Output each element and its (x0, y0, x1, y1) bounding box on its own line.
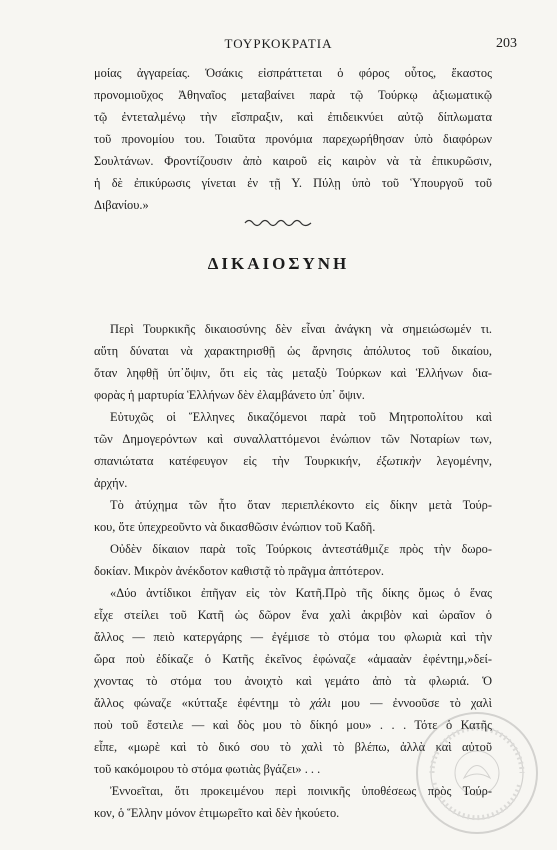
text-line: τῷ ἐντεταλμένῳ τὴν εἴσπραξιν, καὶ ἐπιδεικνύει αὐτῷ δίπλωματα (94, 110, 492, 124)
italic-term: χάλι (310, 696, 331, 710)
text-line: Εὐτυχῶς οἱ Ἕλληνες δικαζόμενοι παρὰ τοῦ Μητροπολίτου καὶ (110, 410, 492, 424)
text-line: ὥρα ποὺ ἐδίκαζε ὁ Κατῆς ἐκεῖνος ἐφώναζε «ἀμααὰν ἐφέντημ,»δεί- (94, 652, 492, 666)
text-line: εἶχε στείλει τοῦ Κατῆ ὡς δῶρον ἕνα χαλὶ ἀκριβὸν καὶ ὡραῖον ὁ (94, 608, 492, 622)
text-line: ἀρχήν. (94, 476, 128, 490)
text-line: τοῦ κακόμοιρου τὸ στόμα φωτιὰς βγάζει» . . . (94, 762, 321, 776)
text-line: τοῦ προνομίου του. Τοιαῦτα προνόμια παρεχωρήθησαν ὑπὸ διαφόρων (94, 132, 492, 146)
text-line: Τὸ ἀτύχημα τῶν ἦτο ὅταν περιεπλέκοντο εἰς δίκην μετὰ Τούρ- (110, 498, 492, 512)
text-line: ἡ δὲ ἐπικύρωσις γίνεται ἐν τῇ Υ. Πύλῃ ὑπὸ τοῦ Ὑπουργοῦ τοῦ (94, 176, 492, 190)
ornament-divider-icon (243, 217, 313, 229)
text-segment: σπανιώτατα κατέφευγον εἰς τὴν Τουρκικήν, (94, 454, 377, 468)
text-line: κον, ὁ Ἕλλην μόνον ἐτιμωρεῖτο καὶ δὲν ἠκούετο. (94, 806, 340, 820)
text-line: ὅταν ληφθῇ ὑπ᾽ὄψιν, ὅτι εἰς τὰς μεταξὺ Τούρκων καὶ Ἑλλήνων δια- (94, 366, 492, 380)
text-line: Διβανίου.» (94, 198, 149, 212)
text-segment: ἄλλος φώναζε «κύτταξε ἐφέντημ τὸ (94, 696, 311, 710)
text-segment: λεγομένην, (420, 454, 492, 468)
text-line: Ἐννοεῖται, ὅτι προκειμένου περὶ ποινικῆς ὑποθέσεως πρὸς Τούρ- (110, 784, 492, 798)
page-header (0, 36, 557, 56)
text-line: «Δύο ἀντίδικοι ἐπῆγαν εἰς τὸν Κατῆ.Πρὸ τῆς δίκης ὅμως ὁ ἕνας (110, 586, 492, 600)
text-line: Σουλτάνων. Φροντίζουσιν ἀπὸ καιροῦ εἰς καιρὸν νὰ τὰ ἐπικυρῶσιν, (94, 154, 492, 168)
text-line: προνομιοῦχος Ἀθηναῖος μεταβαίνει παρὰ τῷ Τούρκῳ ἀξιωματικῷ (94, 88, 492, 102)
text-line: φορὰς ἡ μαρτυρία Ἑλλήνων δὲν ἐλαμβάνετο ὑπ᾽ ὄψιν. (94, 388, 365, 402)
text-line: μοίας ἀγγαρείας. Ὁσάκις εἰσπράττεται ὁ φόρος οὗτος, ἕκαστος (94, 66, 492, 80)
running-title: ΤΟΥΡΚΟΚΡΑΤΙΑ (224, 36, 333, 51)
text-line: Περὶ Τουρκικῆς δικαιοσύνης δὲν εἶναι ἀνάγκη νὰ σημειώσωμέν τι. (110, 322, 492, 336)
page-number: 203 (496, 36, 517, 51)
text-line: Οὐδὲν δίκαιον παρὰ τοῖς Τούρκοις ἀντεστάθμιζε πρὸς τὴν δωρο- (110, 542, 492, 556)
continued-paragraph (94, 62, 492, 216)
library-seal-icon (412, 708, 542, 838)
text-line: τῶν Δημογερόντων καὶ συναλλαττόμενοι ἐνώπιον τῶν Νοταρίων των, (94, 432, 492, 446)
text-line: κου, ὅτε ὑπεχρεοῦντο νὰ δικασθῶσιν ἐνώπιον τοῦ Καδῆ. (94, 520, 376, 534)
text-line: ποὺ τοῦ ἔστειλε — καὶ δὸς μου τὸ δίκηό μου» . . . Τότε ὁ Κατῆς (94, 718, 492, 732)
section-title: ΔΙΚΑΙΟΣΥΝΗ (207, 254, 350, 273)
text-line: δοκίαν. Μικρὸν ἀνέκδοτον καθιστᾷ τὸ πρᾶγμα ἀπτότερον. (94, 564, 384, 578)
text-line: αὕτη δύναται νὰ χαρακτηρισθῇ ὡς ἄρνησις ἀπόλυτος τοῦ δικαίου, (94, 344, 492, 358)
italic-term: ἐξωτικὴν (376, 454, 421, 468)
text-segment: μου — ἐννοοῦσε τὸ χαλὶ (330, 696, 492, 710)
text-line: εἶπε, «μωρὲ καὶ τὸ δικό σου τὸ χαλὶ τὸ βλέπω, ἀλλὰ καὶ αὐτοῦ (94, 740, 492, 754)
text-line: χνοντας τὸ στόμα του ἀνοιχτὸ καὶ γεμάτο ἀπὸ τὰ φλωριά. Ὁ (94, 674, 492, 688)
text-line (94, 450, 492, 472)
text-line: ἄλλος — πειὸ κατεργάρης — ἐγέμισε τὸ στόμα του φλωριὰ καὶ τὴν (94, 630, 492, 644)
